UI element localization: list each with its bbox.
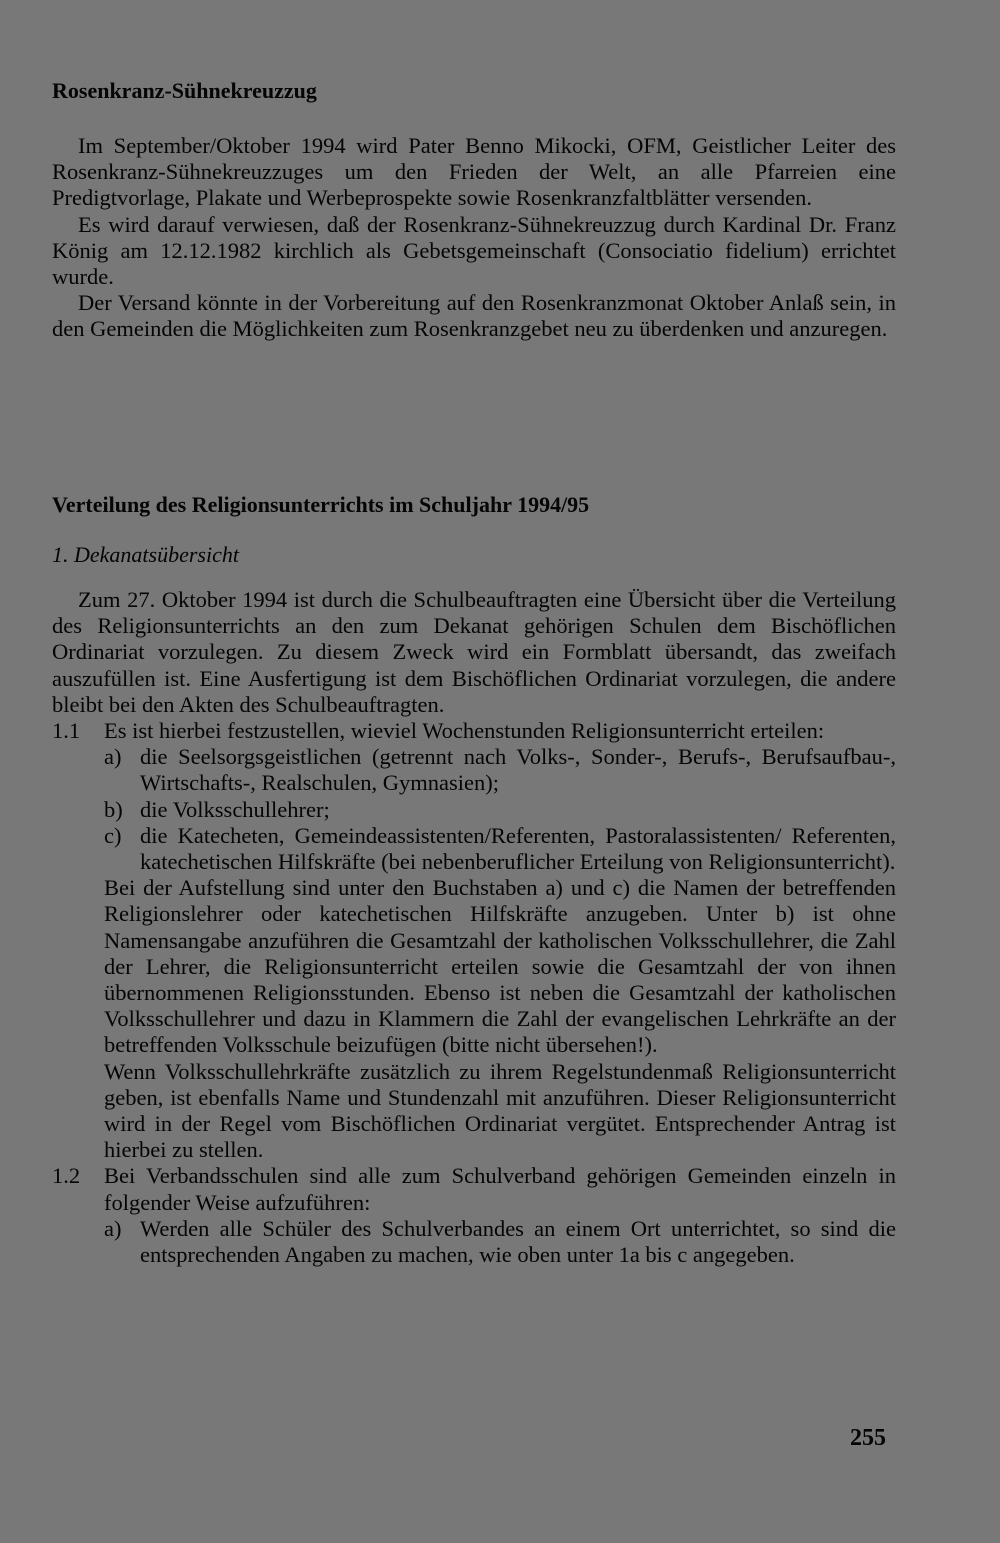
list-item-1-2 [52,1163,896,1215]
item-paragraph-text: Bei der Aufstellung sind unter den Buchstaben a) und c) die Namen der betreffenden Religionslehrer oder katechetischen Hilfskräfte anzugeben. Unter b) ist ohne Namensangabe anzuführen die Gesamtzahl der katholischen Volksschullehrer, die Zahl der Lehrer, die Religionsunterricht erteilen sowie die Gesamtzahl der von ihnen übernommenen Religionsstunden. Ebenso ist neben die Gesamtzahl der katholischen Volksschullehrer und dazu in Klammern die Zahl der evangelischen Lehrkräfte an der betreffenden Volksschule beizufügen (bitte nicht übersehen!). [104,875,896,1058]
section-body-rosenkranz [52,133,896,343]
page-number: 255 [850,1425,886,1451]
sub-item-label: c) [104,822,122,848]
list-item-1-1 [52,718,896,744]
sub-item-a [52,1216,896,1268]
sub-item-label: b) [104,796,123,822]
sub-item-b [52,797,896,823]
sub-item-label: a) [104,744,122,770]
item-number: 1.1 [52,718,81,744]
sub-item-text: die Katecheten, Gemeindeassistenten/Referenten, Pastoralassistenten/ Referenten, katechetischen Hilfskräfte (bei nebenberuflicher Erteilung von Religionsunterricht). [140,822,896,875]
paragraph: Der Versand könnte in der Vorbereitung auf den Rosenkranzmonat Oktober Anlaß sein, in den Gemeinden die Möglichkeiten zum Rosenkranzgebet neu zu überdenken und anzuregen. [52,290,896,342]
sub-item-label: a) [104,1215,122,1241]
item-number: 1.2 [52,1163,81,1189]
intro-paragraph: Zum 27. Oktober 1994 ist durch die Schulbeauftragten eine Übersicht über die Verteilung des Religionsunterrichts an den zum Dekanat gehörigen Schulen dem Bischöflichen Ordinariat vorzulegen. Zu diesem Zweck wird ein Formblatt übersandt, das zweifach auszufüllen ist. Eine Ausfertigung ist dem Bischöflichen Ordinariat vorzulegen, die andere bleibt bei den Akten des Schulbeauftragten. [52,587,896,717]
paragraph: Im September/Oktober 1994 wird Pater Benno Mikocki, OFM, Geistlicher Leiter des Rosenkranz-Sühnekreuzzuges um den Frieden der Welt, an alle Pfarreien eine Predigtvorlage, Plakate und Werbeprospekte sowie Rosenkranzfaltblätter versenden. [52,133,896,211]
sub-item-text: die Seelsorgsgeistlichen (getrennt nach Volks-, Sonder-, Berufs-, Berufsaufbau-, Wirtschafts-, Realschulen, Gymnasien); [140,744,896,796]
section-heading-rosenkranz: Rosenkranz-Sühnekreuzzug [52,78,317,103]
sub-item-a [52,744,896,796]
section-heading-religionsunterricht: Verteilung des Religionsunterrichts im Schuljahr 1994/95 [52,492,590,517]
item-paragraph-text: Wenn Volksschullehrkräfte zusätzlich zu ihrem Regelstundenmaß Religionsunterricht geben, ist ebenfalls Name und Stundenzahl mit anzuführen. Dieser Religionsunterricht wird in der Regel vom Bischöflichen Ordinariat vergütet. Entsprechender Antrag ist hierbei zu stellen. [104,1058,896,1163]
sub-item-c [52,823,896,875]
section-body-religionsunterricht [52,587,896,1268]
item-text: Bei Verbandsschulen sind alle zum Schulverband gehörigen Gemeinden einzeln in folgender Weise aufzuführen: [104,1163,896,1215]
paragraph: Es wird darauf verwiesen, daß der Rosenkranz-Sühnekreuzzug durch Kardinal Dr. Franz König am 12.12.1982 kirchlich als Gebetsgemeinschaft (Consociatio fidelium) errichtet wurde. [52,211,896,290]
item-text: Es ist hierbei festzustellen, wieviel Wochenstunden Religionsunterricht erteilen: [104,718,825,744]
item-paragraph [52,875,896,1058]
sub-item-text: die Volksschullehrer; [140,796,330,822]
item-paragraph [52,1059,896,1164]
sub-item-text: Werden alle Schüler des Schulverbandes an einem Ort unterrichtet, so sind die entsprechenden Angaben zu machen, wie oben unter 1a bis c angegeben. [140,1215,896,1268]
subheading-dekanatsuebersicht: 1. Dekanatsübersicht [52,542,239,567]
